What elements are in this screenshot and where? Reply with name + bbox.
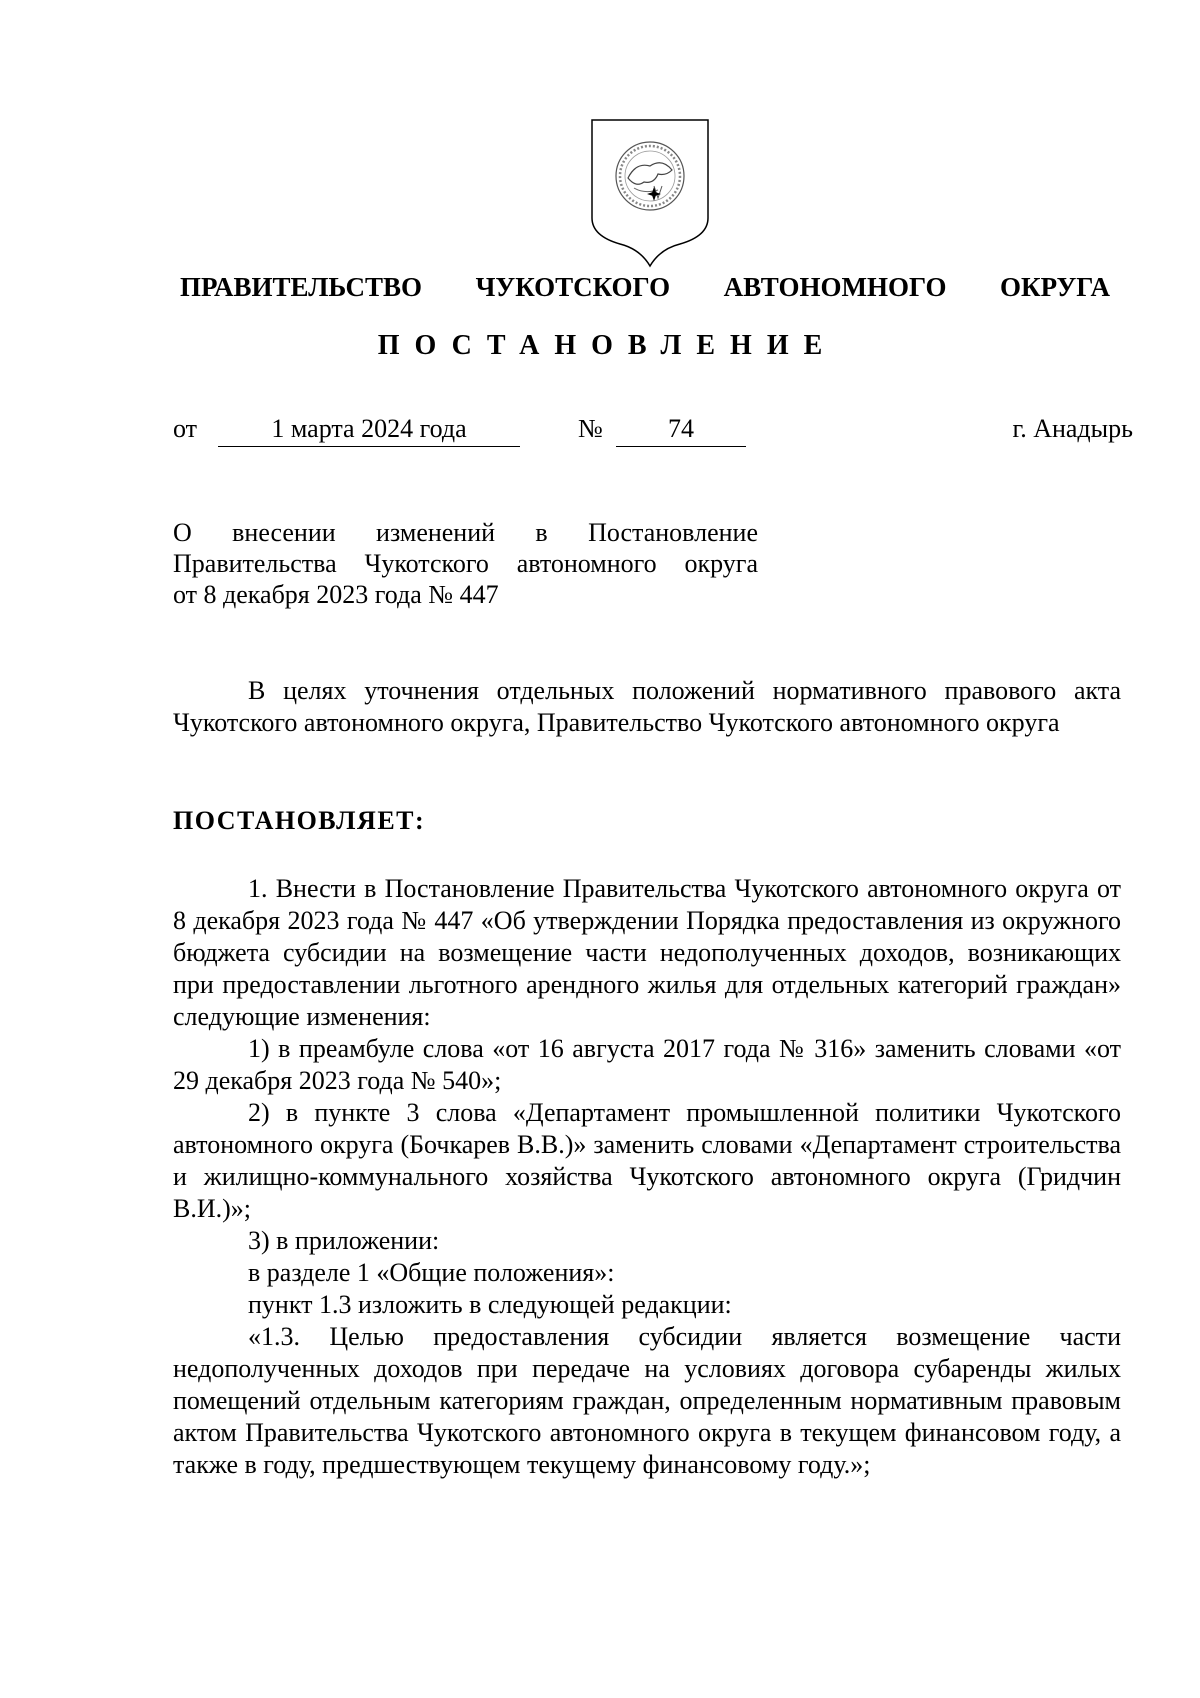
subject-line: О внесении изменений в Постановление [173, 518, 758, 547]
government-title-word: ЧУКОТСКОГО [475, 272, 671, 302]
resolves-heading: ПОСТАНОВЛЯЕТ: [173, 806, 426, 835]
government-title-word: АВТОНОМНОГО [723, 272, 947, 302]
resolution-paragraph: 2) в пункте 3 слова «Департамент промышленной политики Чукотского автономного округа (Бочкарев В.В.)» заменить словами «Департамент строительства и жилищно-коммунального хозяйства Чукотского автономного округа (Гридчин В.И.)»; [173, 1098, 1121, 1223]
chukotka-coat-of-arms-icon [588, 118, 712, 268]
document-meta-line [173, 412, 1133, 452]
resolution-paragraph: 1. Внести в Постановление Правительства Чукотского автономного округа от 8 декабря 2023 года № 447 «Об утверждении Порядка предоставления из окружного бюджета субсидии на возмещение части недополученных доходов, возникающих при предоставлении льготного арендного жилья для отдельных категорий граждан» следующие изменения: [173, 874, 1121, 1031]
resolution-items [173, 873, 1121, 1481]
resolution-paragraph: 3) в приложении: [248, 1226, 440, 1255]
subject-line: от 8 декабря 2023 года № 447 [173, 580, 499, 609]
document-city: г. Анадырь [1012, 414, 1133, 443]
document-date: 1 марта 2024 года [218, 414, 520, 447]
government-title [180, 272, 1110, 303]
resolution-paragraph: в разделе 1 «Общие положения»: [248, 1258, 615, 1287]
resolution-paragraph: 1) в преамбуле слова «от 16 августа 2017 года № 316» заменить словами «от 29 декабря 2023 года № 540»; [173, 1034, 1121, 1095]
number-sign: № [578, 414, 603, 443]
government-title-word: ПРАВИТЕЛЬСТВО [180, 272, 423, 302]
subject-line: Правительства Чукотского автономного округа [173, 549, 758, 578]
preamble-block [173, 675, 1121, 739]
resolution-paragraph: пункт 1.3 изложить в следующей редакции: [248, 1290, 732, 1319]
document-type-heading: ПОСТАНОВЛЕНИЕ [377, 330, 838, 361]
resolution-paragraph: «1.3. Целью предоставления субсидии является возмещение части недополученных доходов при передаче на условиях договора субаренды жилых помещений отдельным категориям граждан, определенным нормативным правовым актом Правительства Чукотского автономного округа в текущем финансовом году, а также в году, предшествующем текущему финансовому году.»; [173, 1322, 1121, 1479]
document-number: 74 [616, 414, 746, 447]
document-subject [173, 517, 758, 610]
date-prefix: от [173, 414, 198, 443]
preamble-paragraph: В целях уточнения отдельных положений нормативного правового акта Чукотского автономного округа, Правительство Чукотского автономного округа [173, 676, 1121, 737]
government-title-word: ОКРУГА [1000, 272, 1110, 302]
